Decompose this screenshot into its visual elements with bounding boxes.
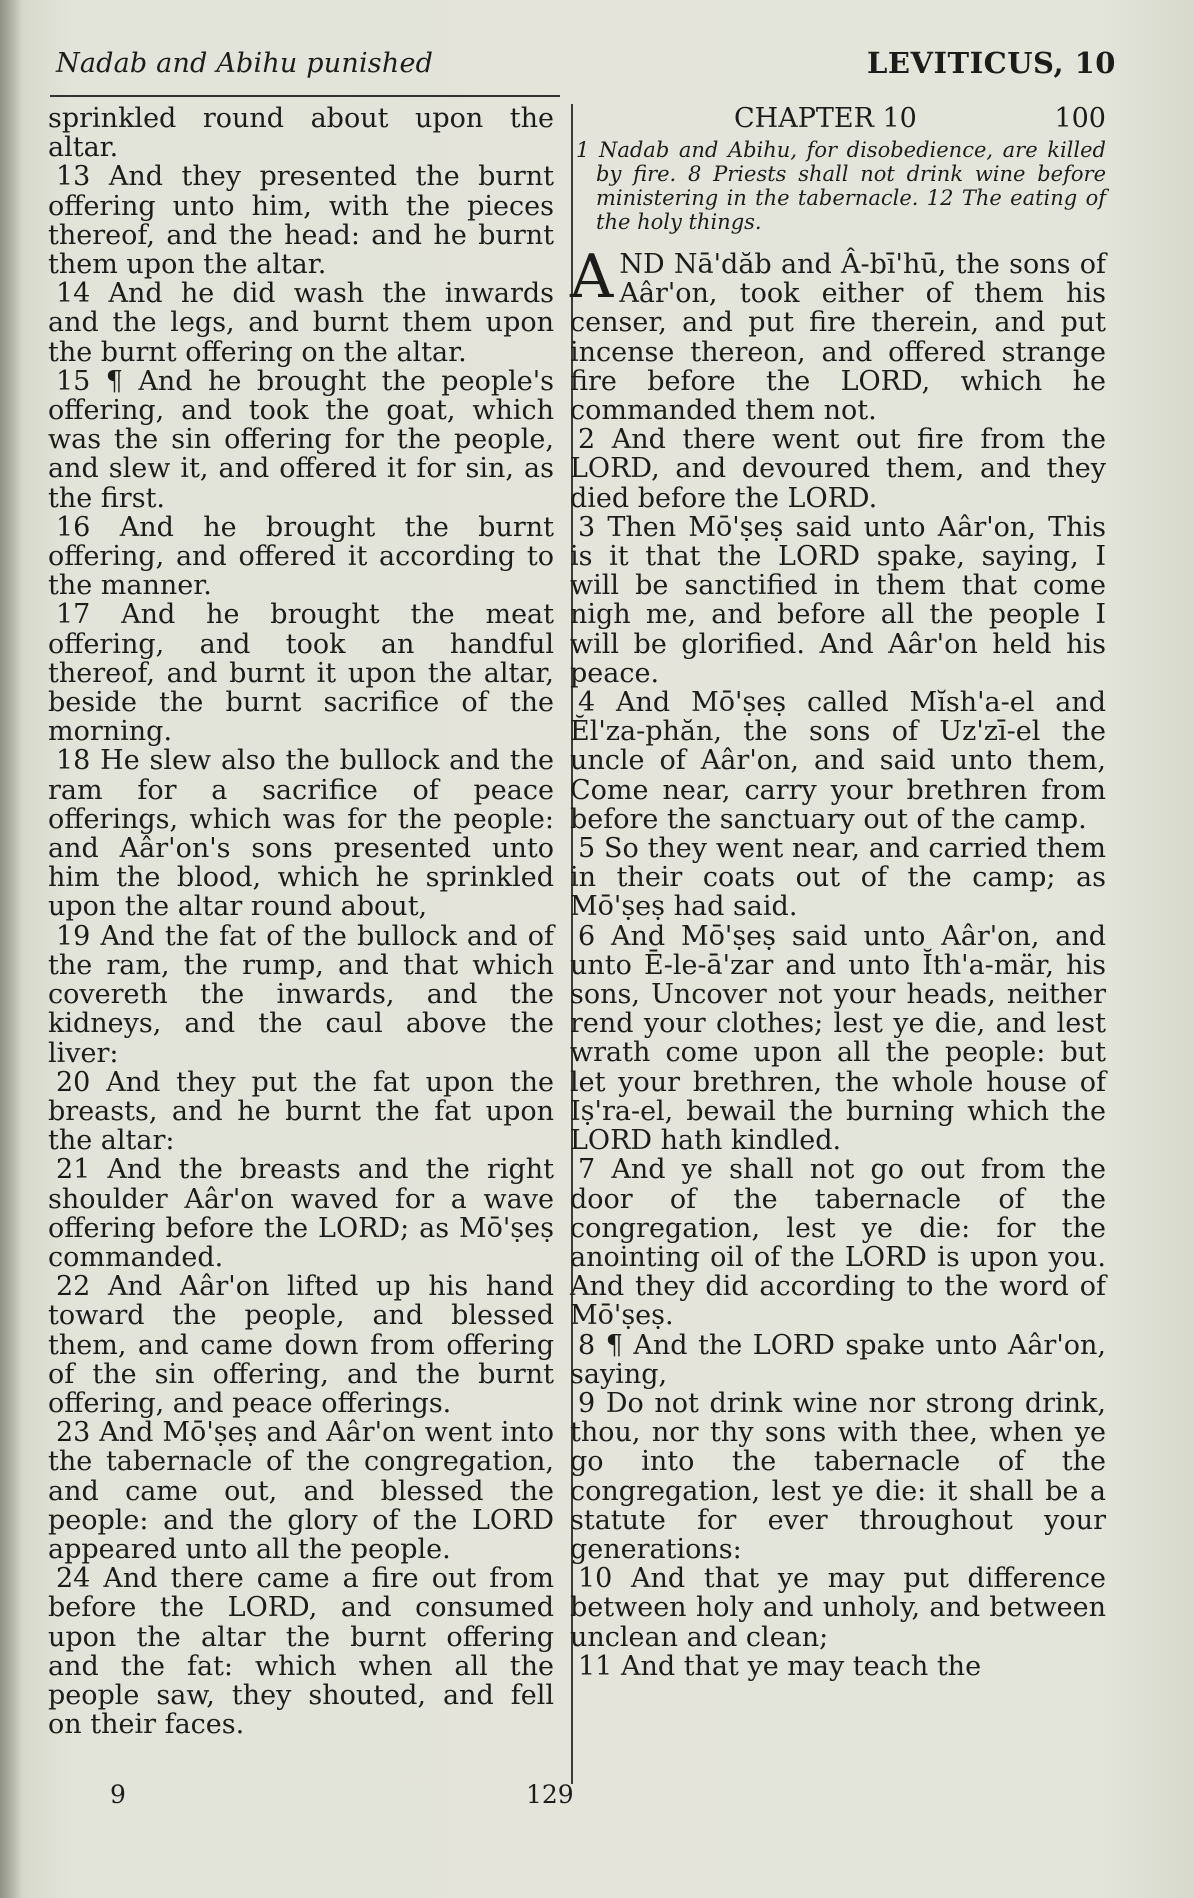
- verse: 8 ¶ And the LORD spake unto Aâr'on, saying,: [570, 1329, 1106, 1390]
- verse: 17 And he brought the meat offering, and took an handful thereof, and burnt it upon the altar, beside the burnt sacrifice of the morning.: [48, 599, 554, 748]
- verse: 15 ¶ And he brought the people's offering, and took the goat, which was the sin offering for the people, and slew it, and offered it for sin, as the first.: [48, 365, 554, 514]
- chapter-heading: [570, 104, 1106, 138]
- chapter-summary: 1 Nadab and Abihu, for disobedience, are killed by fire. 8 Priests shall not drink wine before ministering in the tabernacle. 12 The eating of the holy things.: [576, 138, 1106, 234]
- verse: 6 And Mō'ṣeṣ said unto Aâr'on, and unto Ē-le-ā'zar and unto Ĭth'a-mär, his sons, Uncover not your heads, neither rend your clothes; lest ye die, and lest wrath come upon all the people: but let your brethren, the whole house of Iṣ'ra-el, bewail the burning which the LORD hath kindled.: [570, 920, 1106, 1157]
- drop-cap: A: [570, 242, 614, 312]
- verse: 16 And he brought the burnt offering, and offered it according to the manner.: [48, 511, 554, 602]
- verse: 20 And they put the fat upon the breasts, and he burnt the fat upon the altar:: [48, 1066, 554, 1157]
- running-head-right: LEVITICUS, 10: [866, 46, 1116, 80]
- verse: sprinkled round about upon the altar.: [48, 103, 554, 164]
- verse: 10 And that ye may put difference between holy and unholy, and between unclean and clean;: [570, 1563, 1106, 1653]
- verse: 22 And Aâr'on lifted up his hand toward the people, and blessed them, and came down from offering of the sin offering, and the burnt offering, and peace offerings.: [48, 1271, 554, 1419]
- verse: 2 And there went out fire from the LORD, and devoured them, and they died before the LORD.: [570, 424, 1106, 514]
- right-column: [570, 104, 1106, 1681]
- verse: 3 Then Mō'ṣeṣ said unto Aâr'on, This is it that the LORD spake, saying, I will be sanctified in them that come nigh me, and before all the people I will be glorified. And Aâr'on held his peace.: [570, 511, 1106, 689]
- signature-mark: 9: [110, 1780, 126, 1809]
- gutter-shadow: [0, 0, 22, 1898]
- page-number: 129: [526, 1780, 574, 1809]
- verse: 23 And Mō'ṣeṣ and Aâr'on went into the tabernacle of the congregation, and came out, and blessed the people: and the glory of the LORD appeared unto all the people.: [48, 1417, 554, 1565]
- verse: 13 And they presented the burnt offering unto him, with the pieces thereof, and the head: and he burnt them upon the altar.: [48, 161, 554, 281]
- verse: 9 Do not drink wine nor strong drink, thou, nor thy sons with thee, when ye go into the tabernacle of the congregation, lest ye die: it shall be a statute for ever throughout your generations:: [570, 1387, 1106, 1565]
- chapter-title: CHAPTER 10: [734, 103, 917, 134]
- page-footer: [0, 1780, 1194, 1820]
- verse: 5 So they went near, and carried them in their coats out of the camp; as Mō'ṣeṣ had said.: [570, 833, 1106, 923]
- first-verse-text: ND Nā'dăb and Â-bī'hū, the sons of Aâr'on, took either of them his censer, and put fire therein, and put incense thereon, and offered strange fire before the LORD, which he commanded them not.: [570, 249, 1106, 427]
- header-rule: [50, 95, 560, 97]
- verse: 21 And the breasts and the right shoulder Aâr'on waved for a wave offering before the LORD; as Mō'ṣeṣ commanded.: [48, 1154, 554, 1273]
- left-column: [48, 104, 554, 1739]
- running-head: [56, 44, 1116, 92]
- verse: 18 He slew also the bullock and the ram for a sacrifice of peace offerings, which was for the people: and Aâr'on's sons presented unto him the blood, which he sprinkled upon the altar round about,: [48, 745, 554, 923]
- verse: 19 And the fat of the bullock and of the ram, the rump, and that which covereth the inwards, and the kidneys, and the caul above the liver:: [48, 920, 554, 1069]
- verse: 11 And that ye may teach the: [578, 1650, 982, 1682]
- running-head-left: Nadab and Abihu punished: [56, 48, 434, 79]
- verse: 14 And he did wash the inwards and the legs, and burnt them upon the burnt offering on the altar.: [48, 278, 554, 368]
- verse: 7 And ye shall not go out from the door of the tabernacle of the congregation, lest ye die: for the anointing oil of the LORD is upon you. And they did according to the word of Mō'ṣeṣ.: [570, 1154, 1106, 1332]
- right-column-verses: [570, 425, 1106, 1681]
- chapter-number: 100: [1054, 103, 1106, 134]
- verse: 4 And Mō'ṣeṣ called Mĭsh'a-el and Ĕl'za-phăn, the sons of Uz'zī-el the uncle of Aâr'on, and said unto them, Come near, carry your brethren from before the sanctuary out of the camp.: [570, 687, 1106, 835]
- verse: 24 And there came a fire out from before the LORD, and consumed upon the altar the burnt offering and the fat: which when all the people saw, they shouted, and fell on their faces.: [48, 1563, 554, 1741]
- first-verse: [570, 242, 1106, 427]
